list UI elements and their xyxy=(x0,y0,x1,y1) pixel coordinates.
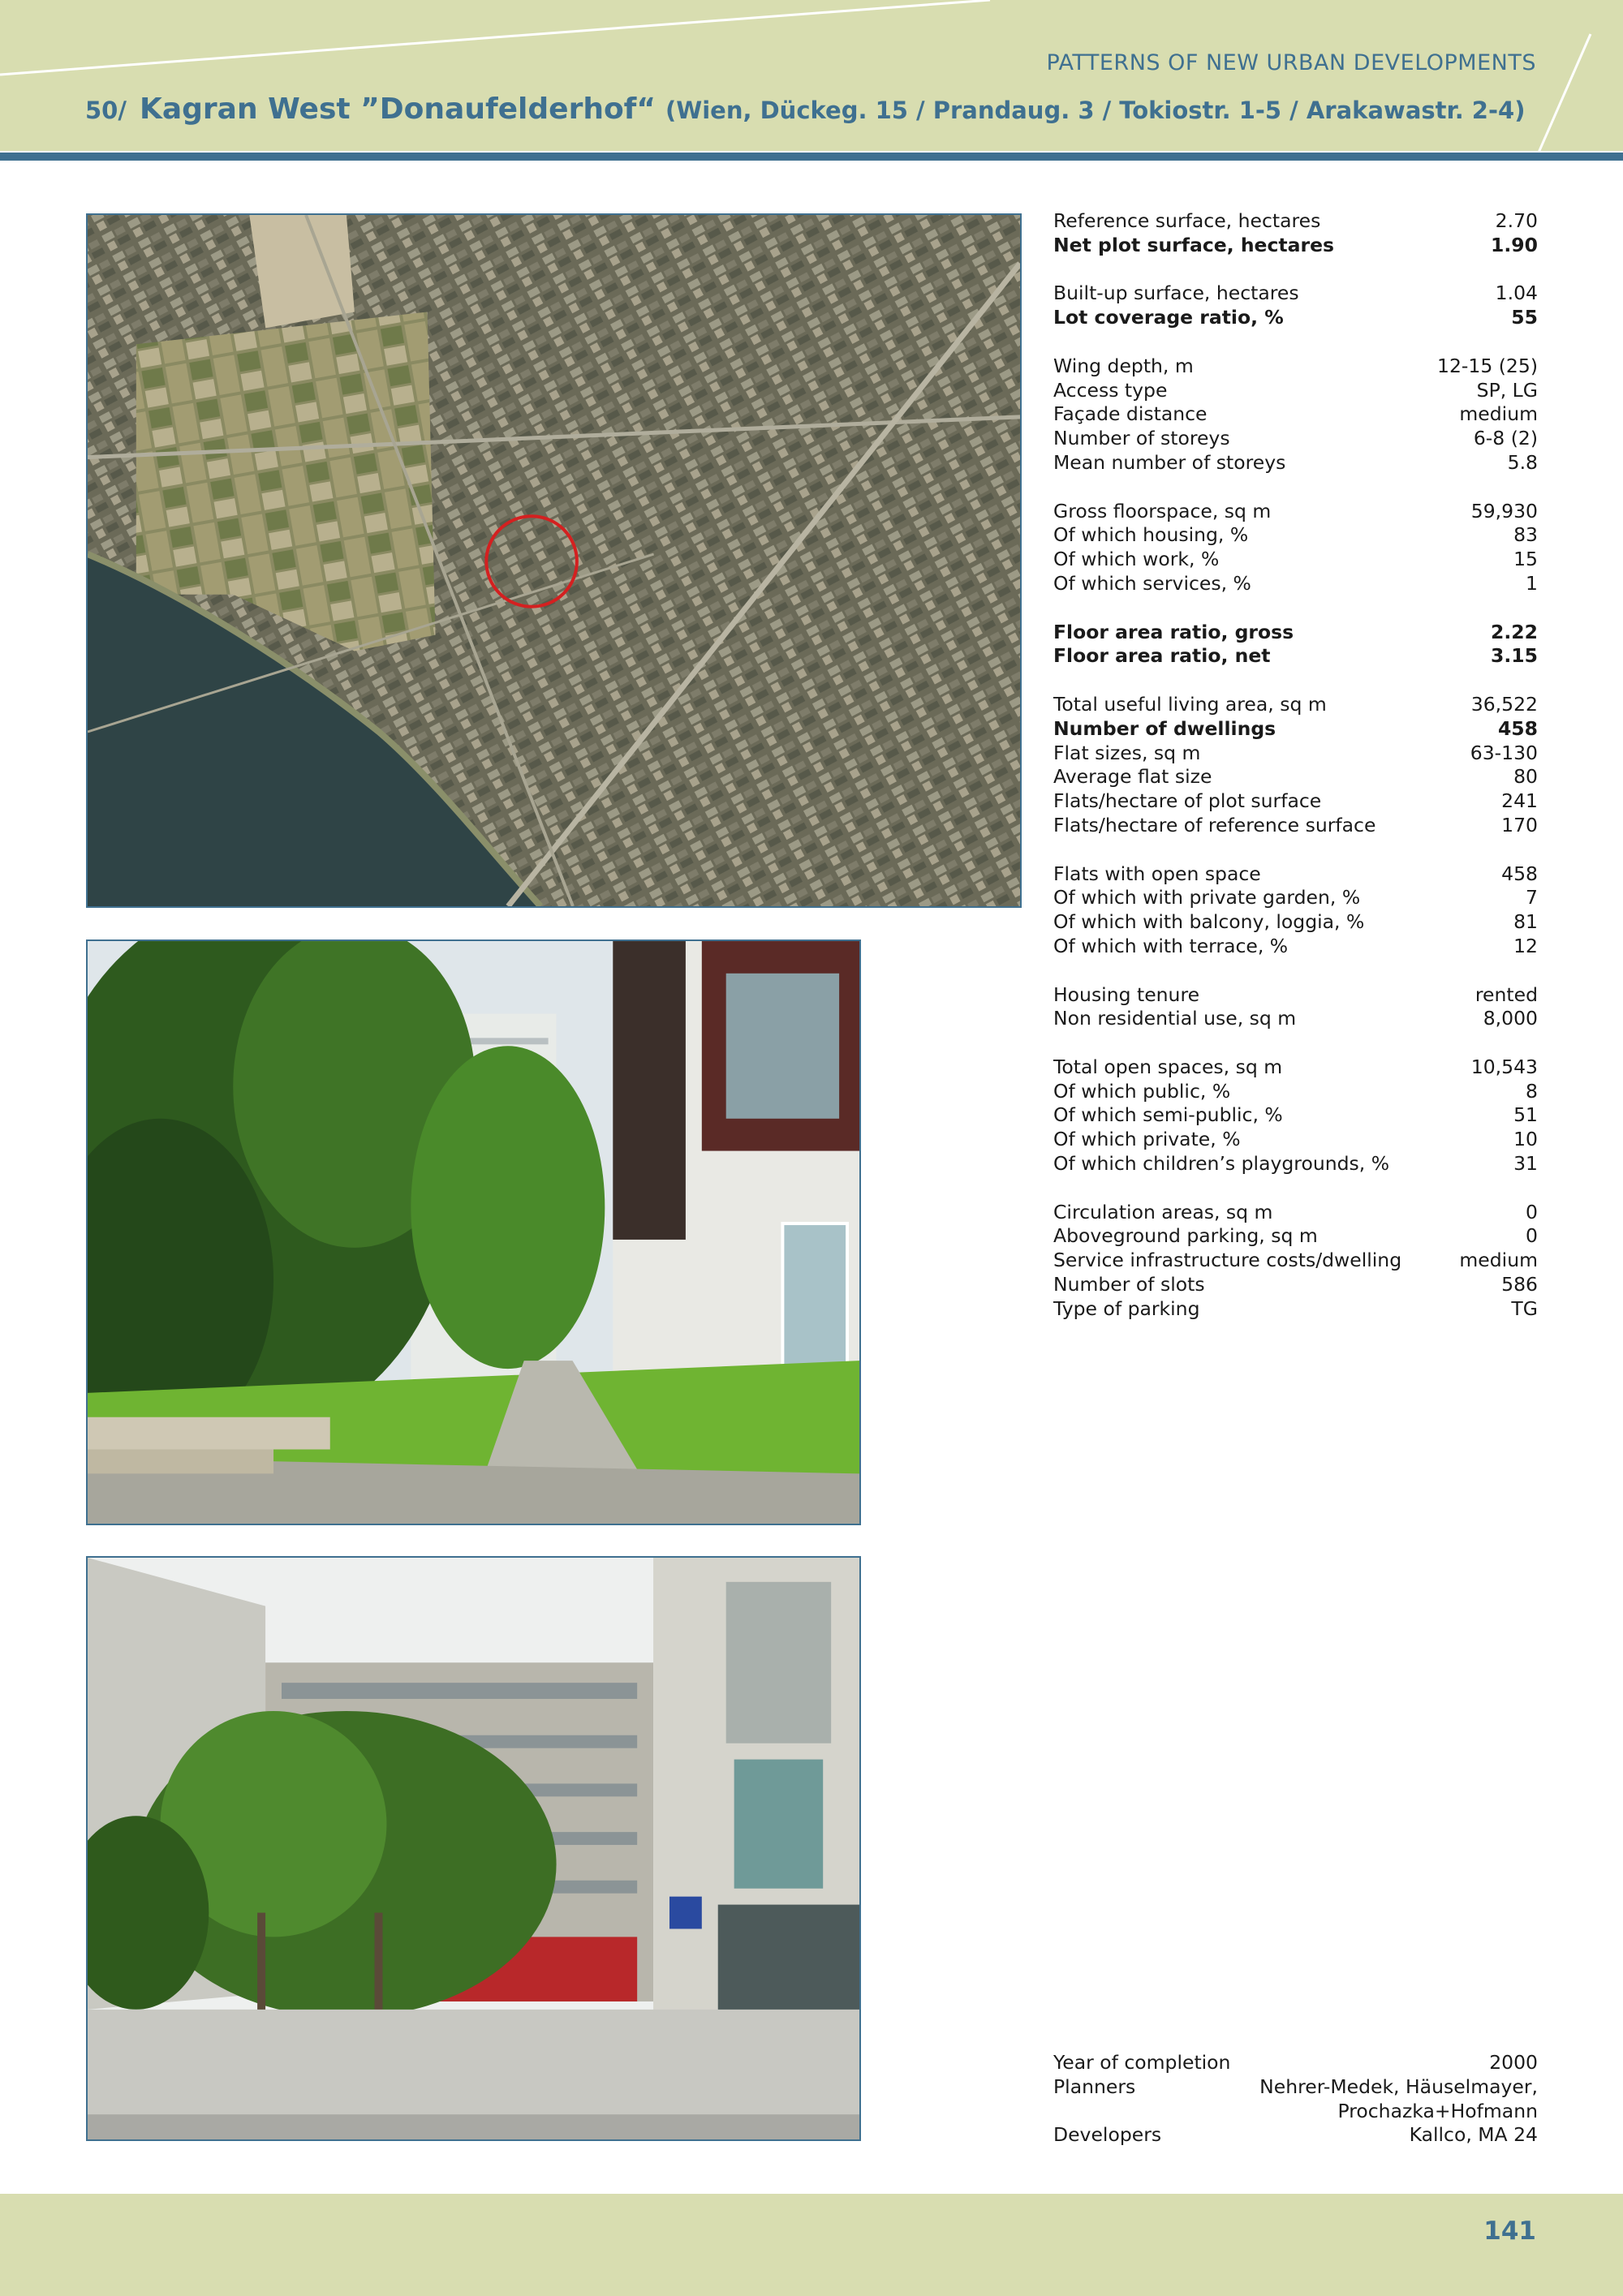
decorative-lines xyxy=(0,0,1623,153)
stat-row xyxy=(1053,234,1538,258)
stat-label: Of which with balcony, loggia, % xyxy=(1053,910,1365,934)
developers-value: Kallco, MA 24 xyxy=(1409,2123,1538,2147)
stat-label: Built-up surface, hectares xyxy=(1053,282,1299,305)
stat-label: Average flat size xyxy=(1053,765,1212,789)
header-divider xyxy=(0,153,1623,161)
planners-label: Planners xyxy=(1053,2075,1136,2098)
planners-line-1: Nehrer-Medek, Häuselmayer, xyxy=(1259,2075,1538,2098)
stat-value: 458 xyxy=(1501,862,1538,885)
stat-value: 2.22 xyxy=(1491,620,1538,643)
stat-value: 8,000 xyxy=(1483,1007,1538,1030)
stat-value: 10 xyxy=(1513,1128,1538,1151)
stat-row xyxy=(1053,379,1538,403)
stat-row xyxy=(1053,765,1538,789)
stat-label: Total open spaces, sq m xyxy=(1053,1055,1283,1078)
stat-label: Number of dwellings xyxy=(1053,716,1276,740)
stat-value: 1.90 xyxy=(1491,233,1538,256)
stat-row xyxy=(1053,1056,1538,1080)
stat-row xyxy=(1053,402,1538,427)
stat-row xyxy=(1053,862,1538,887)
stat-label: Housing tenure xyxy=(1053,982,1200,1006)
stat-value: 7 xyxy=(1526,886,1538,909)
courtyard-image xyxy=(88,941,859,1524)
year-label: Year of completion xyxy=(1053,2051,1231,2074)
stat-value: 1 xyxy=(1526,571,1538,595)
project-credits xyxy=(1053,2051,1538,2148)
stat-row xyxy=(1053,789,1538,814)
stat-row xyxy=(1053,621,1538,645)
stat-label: Circulation areas, sq m xyxy=(1053,1200,1273,1223)
stat-row xyxy=(1053,1249,1538,1273)
stat-row xyxy=(1053,717,1538,742)
stat-label: Lot coverage ratio, % xyxy=(1053,306,1284,329)
stat-value: 80 xyxy=(1513,765,1538,789)
stat-row xyxy=(1053,282,1538,306)
row-spacer xyxy=(1053,959,1538,983)
stat-value: 36,522 xyxy=(1470,692,1538,716)
stat-label: Total useful living area, sq m xyxy=(1053,692,1327,716)
row-spacer xyxy=(1053,596,1538,621)
stat-label: Mean number of storeys xyxy=(1053,450,1286,474)
stat-value: 12-15 (25) xyxy=(1437,354,1538,377)
stat-label: Number of slots xyxy=(1053,1273,1205,1296)
row-spacer xyxy=(1053,1176,1538,1201)
stat-row xyxy=(1053,1224,1538,1249)
credit-row-developers xyxy=(1053,2123,1538,2148)
stat-value: 6-8 (2) xyxy=(1473,427,1538,450)
header-band xyxy=(0,0,1623,153)
stat-row xyxy=(1053,572,1538,596)
stat-row xyxy=(1053,1128,1538,1152)
stat-row xyxy=(1053,886,1538,910)
stat-value: 10,543 xyxy=(1470,1055,1538,1078)
stat-value: 1.04 xyxy=(1495,282,1538,305)
stat-value: medium xyxy=(1459,1249,1538,1272)
stat-label: Access type xyxy=(1053,378,1168,402)
stat-label: Of which work, % xyxy=(1053,548,1220,571)
credit-row-planners-continued xyxy=(1053,2100,1538,2124)
stat-row xyxy=(1053,935,1538,959)
stat-label: Flats/hectare of reference surface xyxy=(1053,813,1376,836)
stat-value: 170 xyxy=(1501,813,1538,836)
building-photo xyxy=(86,1556,861,2141)
project-name: Kagran West ”Donaufelderhof“ xyxy=(139,92,656,126)
stat-value: 83 xyxy=(1513,523,1538,547)
stat-label: Flats/hectare of plot surface xyxy=(1053,789,1322,813)
stat-value: 63-130 xyxy=(1470,741,1538,764)
stat-label: Non residential use, sq m xyxy=(1053,1007,1297,1030)
stat-value: 0 xyxy=(1526,1200,1538,1223)
stat-value: SP, LG xyxy=(1476,378,1538,402)
stat-value: rented xyxy=(1474,982,1538,1006)
stat-label: Gross floorspace, sq m xyxy=(1053,499,1272,522)
building-image xyxy=(88,1558,859,2139)
row-spacer xyxy=(1053,1031,1538,1056)
stat-row xyxy=(1053,523,1538,548)
courtyard-photo xyxy=(86,939,861,1525)
stat-label: Of which services, % xyxy=(1053,571,1251,595)
stat-row xyxy=(1053,910,1538,935)
row-spacer xyxy=(1053,330,1538,355)
stat-label: Floor area ratio, gross xyxy=(1053,620,1294,643)
stat-label: Aboveground parking, sq m xyxy=(1053,1224,1318,1248)
stat-label: Of which public, % xyxy=(1053,1079,1231,1103)
credit-row-planners xyxy=(1053,2075,1538,2100)
stat-row xyxy=(1053,209,1538,234)
statistics-table xyxy=(1053,209,1538,1322)
stat-row xyxy=(1053,1273,1538,1297)
stat-label: Net plot surface, hectares xyxy=(1053,233,1335,256)
stat-row xyxy=(1053,1103,1538,1128)
stat-label: Of which housing, % xyxy=(1053,523,1249,547)
stat-value: 241 xyxy=(1501,789,1538,813)
stat-row xyxy=(1053,693,1538,717)
section-label: PATTERNS OF NEW URBAN DEVELOPMENTS xyxy=(1046,50,1536,75)
stat-row xyxy=(1053,427,1538,451)
stat-value: 31 xyxy=(1513,1152,1538,1176)
stat-row xyxy=(1053,814,1538,838)
stat-row xyxy=(1053,548,1538,572)
entry-number: 50/ xyxy=(85,97,127,124)
stat-row xyxy=(1053,644,1538,669)
stat-label: Façade distance xyxy=(1053,402,1208,426)
stat-value: TG xyxy=(1511,1296,1538,1320)
stat-label: Number of storeys xyxy=(1053,427,1230,450)
stat-label: Wing depth, m xyxy=(1053,354,1194,377)
stat-value: 12 xyxy=(1513,934,1538,957)
stat-label: Of which semi-public, % xyxy=(1053,1103,1283,1127)
stat-row xyxy=(1053,355,1538,379)
stat-value: 5.8 xyxy=(1507,450,1538,474)
stat-value: 586 xyxy=(1501,1273,1538,1296)
year-value: 2000 xyxy=(1489,2051,1538,2074)
page-number: 141 xyxy=(1483,2216,1536,2246)
stat-value: 15 xyxy=(1513,548,1538,571)
stat-row xyxy=(1053,451,1538,475)
stat-row xyxy=(1053,1080,1538,1104)
stat-label: Flats with open space xyxy=(1053,862,1261,885)
row-spacer xyxy=(1053,475,1538,500)
stat-row xyxy=(1053,1152,1538,1176)
stat-label: Of which with private garden, % xyxy=(1053,886,1361,909)
stat-row xyxy=(1053,500,1538,524)
stat-value: medium xyxy=(1459,402,1538,426)
stat-label: Floor area ratio, net xyxy=(1053,644,1271,668)
stat-row xyxy=(1053,306,1538,330)
page-title xyxy=(85,92,1525,126)
stat-value: 8 xyxy=(1526,1079,1538,1103)
project-address: (Wien, Dückeg. 15 / Prandaug. 3 / Tokiostr. 1-5 / Arakawastr. 2-4) xyxy=(665,97,1526,124)
stat-value: 59,930 xyxy=(1470,499,1538,522)
stat-label: Of which children’s playgrounds, % xyxy=(1053,1152,1390,1176)
stat-value: 3.15 xyxy=(1491,644,1538,668)
stat-value: 81 xyxy=(1513,910,1538,934)
stat-label: Of which private, % xyxy=(1053,1128,1241,1151)
stat-value: 55 xyxy=(1511,306,1538,329)
stat-row xyxy=(1053,742,1538,766)
row-spacer xyxy=(1053,258,1538,282)
stat-value: 51 xyxy=(1513,1103,1538,1127)
stat-row xyxy=(1053,1297,1538,1322)
stat-value: 2.70 xyxy=(1495,209,1538,232)
footer-band xyxy=(0,2194,1623,2296)
stat-row xyxy=(1053,1007,1538,1031)
aerial-photo xyxy=(86,213,1022,908)
row-spacer xyxy=(1053,669,1538,693)
stat-value: 0 xyxy=(1526,1224,1538,1248)
stat-label: Of which with terrace, % xyxy=(1053,934,1289,957)
developers-label: Developers xyxy=(1053,2123,1162,2147)
stat-label: Service infrastructure costs/dwelling xyxy=(1053,1249,1402,1272)
credit-row-year xyxy=(1053,2051,1538,2075)
stat-label: Reference surface, hectares xyxy=(1053,209,1321,232)
aerial-image xyxy=(88,215,1020,906)
row-spacer xyxy=(1053,838,1538,862)
stat-row xyxy=(1053,1201,1538,1225)
stat-label: Type of parking xyxy=(1053,1296,1200,1320)
stat-row xyxy=(1053,983,1538,1008)
stat-value: 458 xyxy=(1497,716,1538,740)
planners-line-2: Prochazka+Hofmann xyxy=(1337,2099,1538,2122)
stat-label: Flat sizes, sq m xyxy=(1053,741,1201,764)
